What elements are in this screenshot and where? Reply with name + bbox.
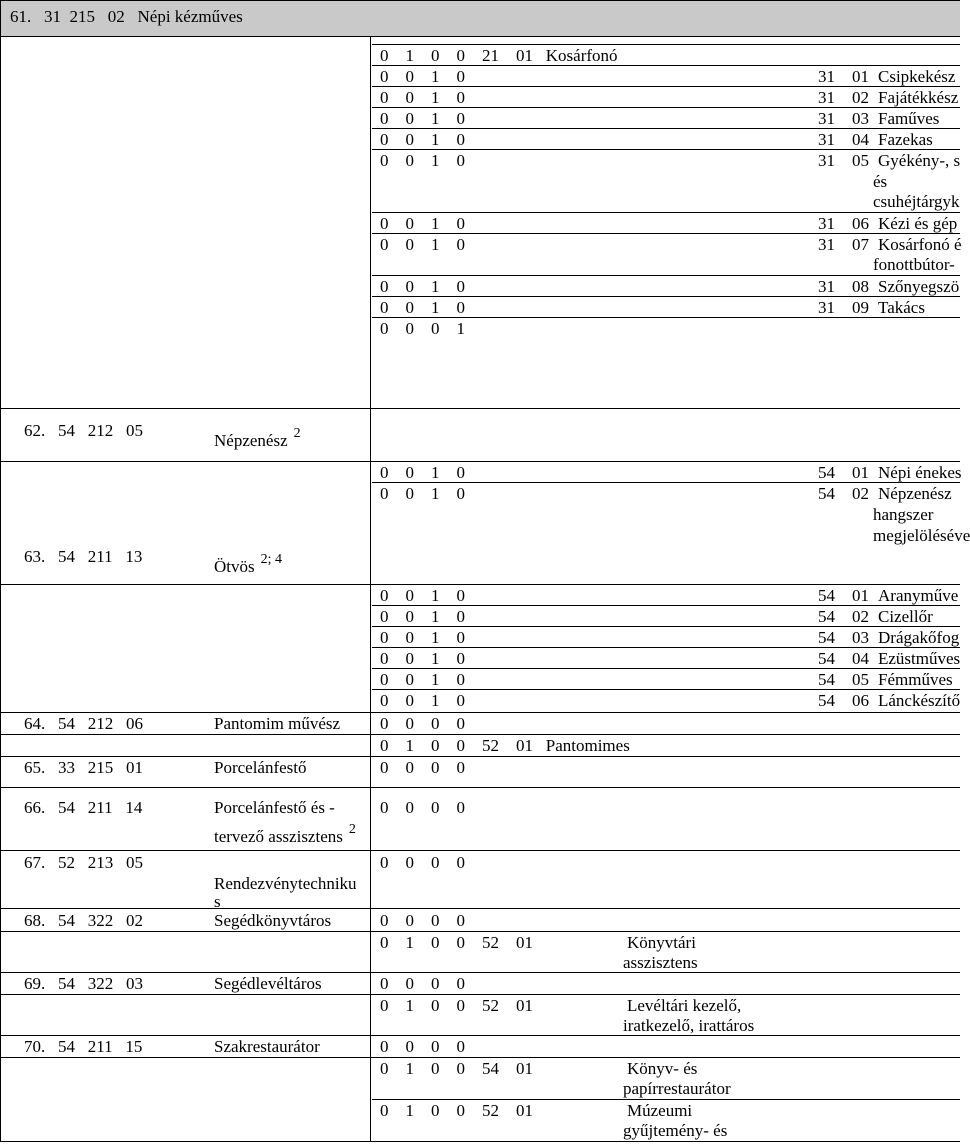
- row-70-title: Szakrestaurátor: [214, 1037, 320, 1056]
- row-64-title: Pantomim művész: [214, 714, 341, 733]
- row-code: 54 02: [818, 607, 869, 626]
- row-text: 0 1 0 0 52 01: [380, 933, 533, 952]
- row-67-number: 67. 52 213 05: [24, 853, 143, 872]
- row-name: Faműves: [878, 109, 940, 128]
- row-flags: 0 0 1 0: [380, 151, 465, 170]
- row-name-line2: papírrestaurátor: [623, 1079, 731, 1098]
- rule: [0, 1035, 960, 1036]
- rule: [0, 787, 960, 788]
- row-text: 0 1 0 0 54 01: [380, 1059, 533, 1078]
- row-flags: 0 0 1 0: [380, 649, 465, 668]
- row-code: 31 02: [818, 88, 869, 107]
- row-flags: 0 0 1 0: [380, 109, 465, 128]
- row-flags: 0 0 1 0: [380, 463, 465, 482]
- row-name: Takács: [878, 298, 925, 317]
- row-68-number: 68. 54 322 02: [24, 911, 143, 930]
- row-name-line2: hangszer: [873, 505, 934, 524]
- footnote-mark: 2: [348, 822, 356, 837]
- row-name: Gyékény-, s: [878, 151, 961, 170]
- row-name: Szőnyegszö: [878, 277, 960, 296]
- row-65-title: Porcelánfestő: [214, 758, 307, 777]
- row-69-title: Segédlevéltáros: [214, 974, 322, 993]
- row-name: Levéltári kezelő,: [627, 996, 742, 1015]
- title-text: Népzenész: [214, 431, 288, 450]
- row-66-title: Porcelánfestő és -: [214, 798, 335, 817]
- row-flags: 0 0 1 0: [380, 67, 465, 86]
- row-65-number: 65. 33 215 01: [24, 758, 143, 777]
- row-68-title: Segédkönyvtáros: [214, 911, 332, 930]
- row-name: Fémműves: [878, 670, 953, 689]
- row-code: 31 01: [818, 67, 869, 86]
- rule: [0, 756, 960, 757]
- row-name-line2: és: [873, 172, 888, 191]
- row-flags: 0 0 1 0: [380, 130, 465, 149]
- row-name: Ezüstműves: [878, 649, 961, 668]
- row-flags: 0 0 0 0: [380, 853, 465, 872]
- row-66-number: 66. 54 211 14: [24, 798, 143, 817]
- row-name: Könyv- és: [627, 1059, 698, 1078]
- row-63-title: [214, 552, 283, 579]
- row-code: 54 05: [818, 670, 869, 689]
- row-name-line2: asszisztens: [623, 953, 698, 972]
- row-code: 54 01: [818, 463, 869, 482]
- row-code: 31 07: [818, 235, 869, 254]
- row-64-number: 64. 54 212 06: [24, 714, 143, 733]
- row-flags: 0 0 1 0: [380, 277, 465, 296]
- row-63-number: 63. 54 211 13: [24, 547, 143, 566]
- row-61-header: 61. 31 215 02 Népi kézműves: [10, 7, 243, 26]
- row-flags: 0 0 0 0: [380, 714, 465, 733]
- rule: [0, 0, 960, 1]
- footnote-mark: 2: [293, 426, 301, 441]
- row-flags: 0 0 1 0: [380, 88, 465, 107]
- row-code: 31 08: [818, 277, 869, 296]
- row-flags: 0 0 1 0: [380, 214, 465, 233]
- title-text: tervező asszisztens: [214, 827, 343, 846]
- row-name-line3: megjelöléséve: [873, 526, 970, 545]
- row-name: Aranyműve: [878, 586, 959, 605]
- row-text: 0 1 0 0 21 01 Kosárfonó: [380, 46, 618, 65]
- row-name: Népzenész: [878, 484, 952, 503]
- row-name-line2: fonottbútor-: [873, 255, 955, 274]
- row-name: Fazekas: [878, 130, 933, 149]
- row-name: Kosárfonó é: [878, 235, 962, 254]
- rule: [0, 712, 960, 713]
- row-name: Könyvtári: [627, 933, 696, 952]
- row-code: 54 03: [818, 628, 869, 647]
- row-name-line3: csuhéjtárgyk: [873, 192, 960, 211]
- row-text: 0 1 0 0 52 01: [380, 996, 533, 1015]
- rule: [0, 461, 960, 462]
- row-flags: 0 0 1 0: [380, 484, 465, 503]
- footnote-mark: 2; 4: [260, 552, 283, 567]
- row-name: Kézi és gép: [878, 214, 958, 233]
- row-flags: 0 0 0 0: [380, 1037, 465, 1056]
- row-code: 31 09: [818, 298, 869, 317]
- row-code: 54 01: [818, 586, 869, 605]
- rule: [0, 850, 960, 851]
- row-70-number: 70. 54 211 15: [24, 1037, 143, 1056]
- row-name: Csipkekész: [878, 67, 956, 86]
- row-flags: 0 0 1 0: [380, 586, 465, 605]
- rule: [0, 408, 960, 409]
- row-text: 0 1 0 0 52 01: [380, 1101, 533, 1120]
- row-name: Cizellőr: [878, 607, 933, 626]
- row-69-number: 69. 54 322 03: [24, 974, 143, 993]
- row-62-number: 62. 54 212 05: [24, 421, 143, 440]
- row-code: 31 04: [818, 130, 869, 149]
- row-flags: 0 0 1 0: [380, 235, 465, 254]
- row-flags: 0 0 1 0: [380, 607, 465, 626]
- row-code: 31 05: [818, 151, 869, 170]
- row-name: Drágakőfog: [878, 628, 960, 647]
- row-flags: 0 0 1 0: [380, 691, 465, 710]
- row-66-title-line2: [214, 822, 356, 849]
- row-code: 54 04: [818, 649, 869, 668]
- row-flags: 0 0 0 1: [380, 319, 465, 338]
- row-text: 0 1 0 0 52 01 Pantomimes: [380, 736, 630, 755]
- row-name: Lánckészítő: [878, 691, 961, 710]
- row-flags: 0 0 0 0: [380, 758, 465, 777]
- row-code: 31 03: [818, 109, 869, 128]
- rule: [0, 36, 960, 37]
- row-flags: 0 0 0 0: [380, 798, 465, 817]
- row-name: Népi énekes: [878, 463, 962, 482]
- title-text: Ötvös: [214, 557, 255, 576]
- row-flags: 0 0 0 0: [380, 911, 465, 930]
- row-name-line2: gyűjtemény- és: [623, 1121, 728, 1140]
- row-flags: 0 0 0 0: [380, 974, 465, 993]
- row-name-line2: iratkezelő, irattáros: [623, 1016, 755, 1035]
- rule: [0, 0, 1, 1142]
- row-flags: 0 0 1 0: [380, 628, 465, 647]
- row-name: Fajátékkész: [878, 88, 959, 107]
- row-code: 54 06: [818, 691, 869, 710]
- rule: [0, 972, 960, 973]
- row-67-title-line2: s: [214, 892, 221, 911]
- rule: [370, 36, 371, 1142]
- row-62-title: [214, 426, 301, 453]
- row-flags: 0 0 1 0: [380, 298, 465, 317]
- rule: [0, 584, 960, 585]
- rule: [0, 908, 960, 909]
- row-code: 54 02: [818, 484, 869, 503]
- rule: [0, 1141, 960, 1142]
- row-67-title: Rendezvénytechniku: [214, 874, 357, 893]
- row-code: 31 06: [818, 214, 869, 233]
- row-flags: 0 0 1 0: [380, 670, 465, 689]
- row-name: Múzeumi: [627, 1101, 693, 1120]
